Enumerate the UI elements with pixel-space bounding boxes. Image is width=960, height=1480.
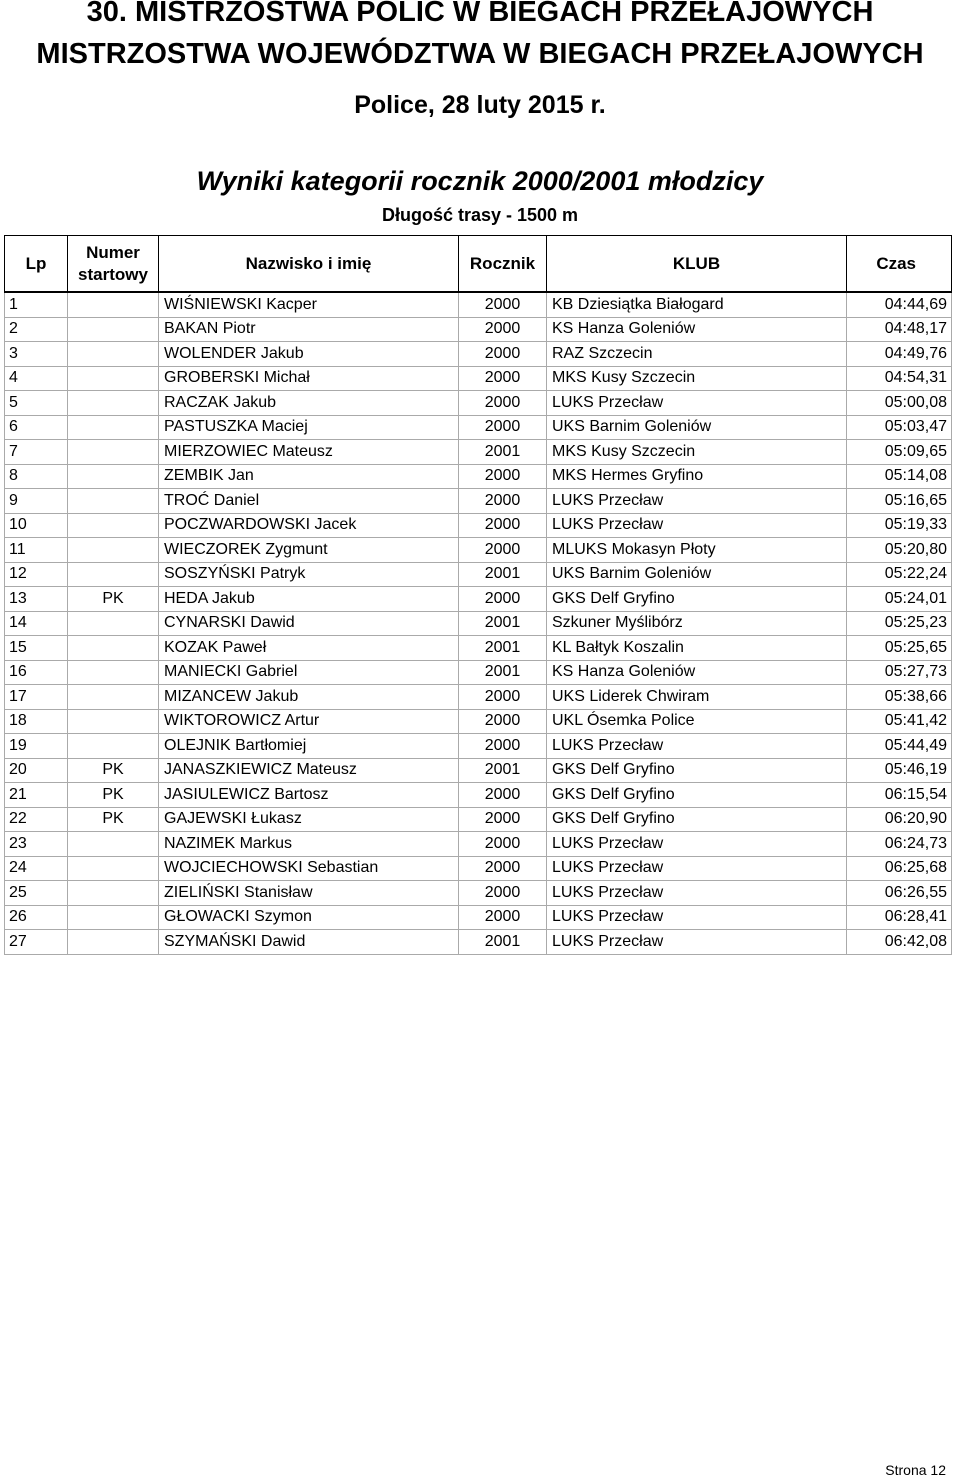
- cell-time: 05:03,47: [847, 415, 952, 440]
- cell-year: 2001: [459, 440, 547, 465]
- cell-year: 2000: [459, 709, 547, 734]
- cell-year: 2000: [459, 734, 547, 759]
- cell-year: 2000: [459, 415, 547, 440]
- place-date: Police, 28 luty 2015 r.: [354, 91, 606, 119]
- cell-year: 2000: [459, 513, 547, 538]
- cell-time: 06:25,68: [847, 856, 952, 881]
- cell-lp: 1: [5, 292, 68, 317]
- cell-time: 05:41,42: [847, 709, 952, 734]
- table-row: [5, 807, 952, 832]
- cell-name: WIECZOREK Zygmunt: [159, 538, 459, 563]
- cell-lp: 18: [5, 709, 68, 734]
- cell-club: KS Hanza Goleniów: [547, 317, 847, 342]
- cell-name: JANASZKIEWICZ Mateusz: [159, 758, 459, 783]
- cell-year: 2001: [459, 636, 547, 661]
- cell-club: LUKS Przecław: [547, 734, 847, 759]
- cell-lp: 8: [5, 464, 68, 489]
- cell-time: 05:19,33: [847, 513, 952, 538]
- cell-lp: 26: [5, 905, 68, 930]
- table-row: [5, 734, 952, 759]
- cell-club: GKS Delf Gryfino: [547, 807, 847, 832]
- cell-num: [68, 292, 159, 317]
- cell-name: JASIULEWICZ Bartosz: [159, 783, 459, 808]
- column-header-number: Numer startowy: [68, 236, 159, 293]
- cell-name: HEDA Jakub: [159, 587, 459, 612]
- cell-time: 05:24,01: [847, 587, 952, 612]
- cell-time: 05:00,08: [847, 391, 952, 416]
- cell-name: RACZAK Jakub: [159, 391, 459, 416]
- cell-time: 05:46,19: [847, 758, 952, 783]
- cell-club: LUKS Przecław: [547, 832, 847, 857]
- cell-club: LUKS Przecław: [547, 930, 847, 955]
- cell-num: PK: [68, 783, 159, 808]
- cell-club: KL Bałtyk Koszalin: [547, 636, 847, 661]
- cell-year: 2000: [459, 856, 547, 881]
- distance-label: Długość trasy - 1500 m: [381, 205, 579, 225]
- results-table: [4, 235, 952, 955]
- cell-name: ZIELIŃSKI Stanisław: [159, 881, 459, 906]
- cell-num: [68, 489, 159, 514]
- cell-club: MKS Kusy Szczecin: [547, 440, 847, 465]
- cell-time: 05:25,65: [847, 636, 952, 661]
- cell-year: 2000: [459, 587, 547, 612]
- cell-club: LUKS Przecław: [547, 905, 847, 930]
- cell-name: MIZANCEW Jakub: [159, 685, 459, 710]
- cell-club: UKS Barnim Goleniów: [547, 562, 847, 587]
- table-row: [5, 832, 952, 857]
- cell-lp: 16: [5, 660, 68, 685]
- cell-year: 2000: [459, 685, 547, 710]
- cell-lp: 10: [5, 513, 68, 538]
- sub-title: MISTRZOSTWA WOJEWÓDZTWA W BIEGACH PRZEŁAJOWYCH: [36, 38, 924, 70]
- table-row: [5, 905, 952, 930]
- cell-name: WOJCIECHOWSKI Sebastian: [159, 856, 459, 881]
- cell-lp: 2: [5, 317, 68, 342]
- cell-name: BAKAN Piotr: [159, 317, 459, 342]
- table-row: [5, 685, 952, 710]
- cell-time: 06:15,54: [847, 783, 952, 808]
- cell-name: GROBERSKI Michał: [159, 366, 459, 391]
- cell-num: [68, 464, 159, 489]
- cell-num: [68, 611, 159, 636]
- cell-year: 2000: [459, 317, 547, 342]
- table-row: [5, 636, 952, 661]
- cell-num: [68, 342, 159, 367]
- cell-name: SOSZYŃSKI Patryk: [159, 562, 459, 587]
- table-row: [5, 562, 952, 587]
- cell-num: [68, 709, 159, 734]
- cell-num: [68, 685, 159, 710]
- cell-time: 05:38,66: [847, 685, 952, 710]
- cell-time: 05:16,65: [847, 489, 952, 514]
- cell-year: 2001: [459, 562, 547, 587]
- cell-name: WIŚNIEWSKI Kacper: [159, 292, 459, 317]
- cell-year: 2000: [459, 464, 547, 489]
- cell-name: WIKTOROWICZ Artur: [159, 709, 459, 734]
- cell-club: LUKS Przecław: [547, 391, 847, 416]
- cell-name: PASTUSZKA Maciej: [159, 415, 459, 440]
- cell-lp: 17: [5, 685, 68, 710]
- cell-time: 04:44,69: [847, 292, 952, 317]
- main-title: 30. MISTRZOSTWA POLIC W BIEGACH PRZEŁAJOWYCH: [86, 0, 874, 28]
- cell-club: GKS Delf Gryfino: [547, 783, 847, 808]
- page-number: Strona 12: [885, 1462, 946, 1478]
- cell-year: 2000: [459, 783, 547, 808]
- cell-time: 05:20,80: [847, 538, 952, 563]
- table-row: [5, 660, 952, 685]
- cell-num: [68, 562, 159, 587]
- cell-name: POCZWARDOWSKI Jacek: [159, 513, 459, 538]
- cell-time: 05:09,65: [847, 440, 952, 465]
- cell-num: [68, 391, 159, 416]
- table-row: [5, 464, 952, 489]
- table-row: [5, 489, 952, 514]
- table-row: [5, 317, 952, 342]
- cell-club: MLUKS Mokasyn Płoty: [547, 538, 847, 563]
- cell-lp: 5: [5, 391, 68, 416]
- cell-club: Szkuner Myślibórz: [547, 611, 847, 636]
- cell-num: [68, 660, 159, 685]
- table-row: [5, 783, 952, 808]
- cell-lp: 23: [5, 832, 68, 857]
- cell-club: RAZ Szczecin: [547, 342, 847, 367]
- column-header-name: Nazwisko i imię: [159, 236, 459, 293]
- table-row: [5, 366, 952, 391]
- cell-time: 04:49,76: [847, 342, 952, 367]
- table-row: [5, 611, 952, 636]
- cell-club: KS Hanza Goleniów: [547, 660, 847, 685]
- cell-club: LUKS Przecław: [547, 881, 847, 906]
- cell-lp: 15: [5, 636, 68, 661]
- cell-num: [68, 366, 159, 391]
- cell-lp: 12: [5, 562, 68, 587]
- cell-lp: 21: [5, 783, 68, 808]
- cell-num: PK: [68, 758, 159, 783]
- table-row: [5, 538, 952, 563]
- cell-year: 2000: [459, 905, 547, 930]
- cell-year: 2001: [459, 660, 547, 685]
- cell-num: PK: [68, 807, 159, 832]
- cell-lp: 25: [5, 881, 68, 906]
- cell-year: 2001: [459, 611, 547, 636]
- cell-num: [68, 881, 159, 906]
- column-header-time: Czas: [847, 236, 952, 293]
- cell-num: [68, 832, 159, 857]
- cell-lp: 24: [5, 856, 68, 881]
- category-title: Wyniki kategorii rocznik 2000/2001 młodzicy: [196, 166, 764, 196]
- cell-time: 06:24,73: [847, 832, 952, 857]
- table-row: [5, 881, 952, 906]
- cell-name: GAJEWSKI Łukasz: [159, 807, 459, 832]
- cell-num: [68, 538, 159, 563]
- column-header-lp: Lp: [5, 236, 68, 293]
- cell-time: 05:44,49: [847, 734, 952, 759]
- cell-lp: 3: [5, 342, 68, 367]
- cell-time: 05:14,08: [847, 464, 952, 489]
- cell-lp: 13: [5, 587, 68, 612]
- cell-club: LUKS Przecław: [547, 513, 847, 538]
- cell-club: UKS Liderek Chwiram: [547, 685, 847, 710]
- cell-name: KOZAK Paweł: [159, 636, 459, 661]
- cell-lp: 19: [5, 734, 68, 759]
- cell-num: [68, 856, 159, 881]
- cell-time: 06:26,55: [847, 881, 952, 906]
- cell-club: GKS Delf Gryfino: [547, 758, 847, 783]
- cell-name: NAZIMEK Markus: [159, 832, 459, 857]
- cell-time: 06:20,90: [847, 807, 952, 832]
- cell-name: MANIECKI Gabriel: [159, 660, 459, 685]
- table-header-row: [5, 236, 952, 293]
- cell-club: GKS Delf Gryfino: [547, 587, 847, 612]
- table-row: [5, 513, 952, 538]
- cell-num: [68, 415, 159, 440]
- cell-num: [68, 734, 159, 759]
- cell-club: LUKS Przecław: [547, 489, 847, 514]
- table-row: [5, 758, 952, 783]
- cell-lp: 14: [5, 611, 68, 636]
- cell-num: [68, 440, 159, 465]
- cell-time: 05:22,24: [847, 562, 952, 587]
- cell-name: WOLENDER Jakub: [159, 342, 459, 367]
- cell-num: [68, 636, 159, 661]
- table-row: [5, 709, 952, 734]
- cell-year: 2000: [459, 489, 547, 514]
- cell-club: MKS Kusy Szczecin: [547, 366, 847, 391]
- cell-num: [68, 513, 159, 538]
- cell-lp: 27: [5, 930, 68, 955]
- cell-club: UKL Ósemka Police: [547, 709, 847, 734]
- table-row: [5, 856, 952, 881]
- table-row: [5, 292, 952, 317]
- cell-lp: 11: [5, 538, 68, 563]
- cell-year: 2001: [459, 930, 547, 955]
- cell-name: GŁOWACKI Szymon: [159, 905, 459, 930]
- cell-lp: 4: [5, 366, 68, 391]
- cell-time: 04:54,31: [847, 366, 952, 391]
- table-row: [5, 440, 952, 465]
- cell-year: 2000: [459, 538, 547, 563]
- cell-year: 2001: [459, 758, 547, 783]
- cell-time: 04:48,17: [847, 317, 952, 342]
- cell-num: PK: [68, 587, 159, 612]
- cell-year: 2000: [459, 292, 547, 317]
- cell-year: 2000: [459, 881, 547, 906]
- column-header-club: KLUB: [547, 236, 847, 293]
- table-row: [5, 391, 952, 416]
- table-row: [5, 342, 952, 367]
- cell-time: 05:27,73: [847, 660, 952, 685]
- cell-lp: 9: [5, 489, 68, 514]
- cell-num: [68, 905, 159, 930]
- cell-time: 06:28,41: [847, 905, 952, 930]
- cell-name: TROĆ Daniel: [159, 489, 459, 514]
- cell-year: 2000: [459, 807, 547, 832]
- cell-year: 2000: [459, 832, 547, 857]
- table-row: [5, 587, 952, 612]
- cell-lp: 6: [5, 415, 68, 440]
- cell-year: 2000: [459, 342, 547, 367]
- cell-year: 2000: [459, 391, 547, 416]
- cell-time: 05:25,23: [847, 611, 952, 636]
- cell-name: MIERZOWIEC Mateusz: [159, 440, 459, 465]
- cell-name: CYNARSKI Dawid: [159, 611, 459, 636]
- cell-club: UKS Barnim Goleniów: [547, 415, 847, 440]
- cell-time: 06:42,08: [847, 930, 952, 955]
- table-row: [5, 930, 952, 955]
- cell-num: [68, 317, 159, 342]
- cell-club: LUKS Przecław: [547, 856, 847, 881]
- cell-club: KB Dziesiątka Białogard: [547, 292, 847, 317]
- cell-year: 2000: [459, 366, 547, 391]
- cell-lp: 22: [5, 807, 68, 832]
- cell-name: ZEMBIK Jan: [159, 464, 459, 489]
- cell-name: OLEJNIK Bartłomiej: [159, 734, 459, 759]
- cell-lp: 7: [5, 440, 68, 465]
- cell-name: SZYMAŃSKI Dawid: [159, 930, 459, 955]
- column-header-year: Rocznik: [459, 236, 547, 293]
- cell-club: MKS Hermes Gryfino: [547, 464, 847, 489]
- cell-lp: 20: [5, 758, 68, 783]
- table-row: [5, 415, 952, 440]
- cell-num: [68, 930, 159, 955]
